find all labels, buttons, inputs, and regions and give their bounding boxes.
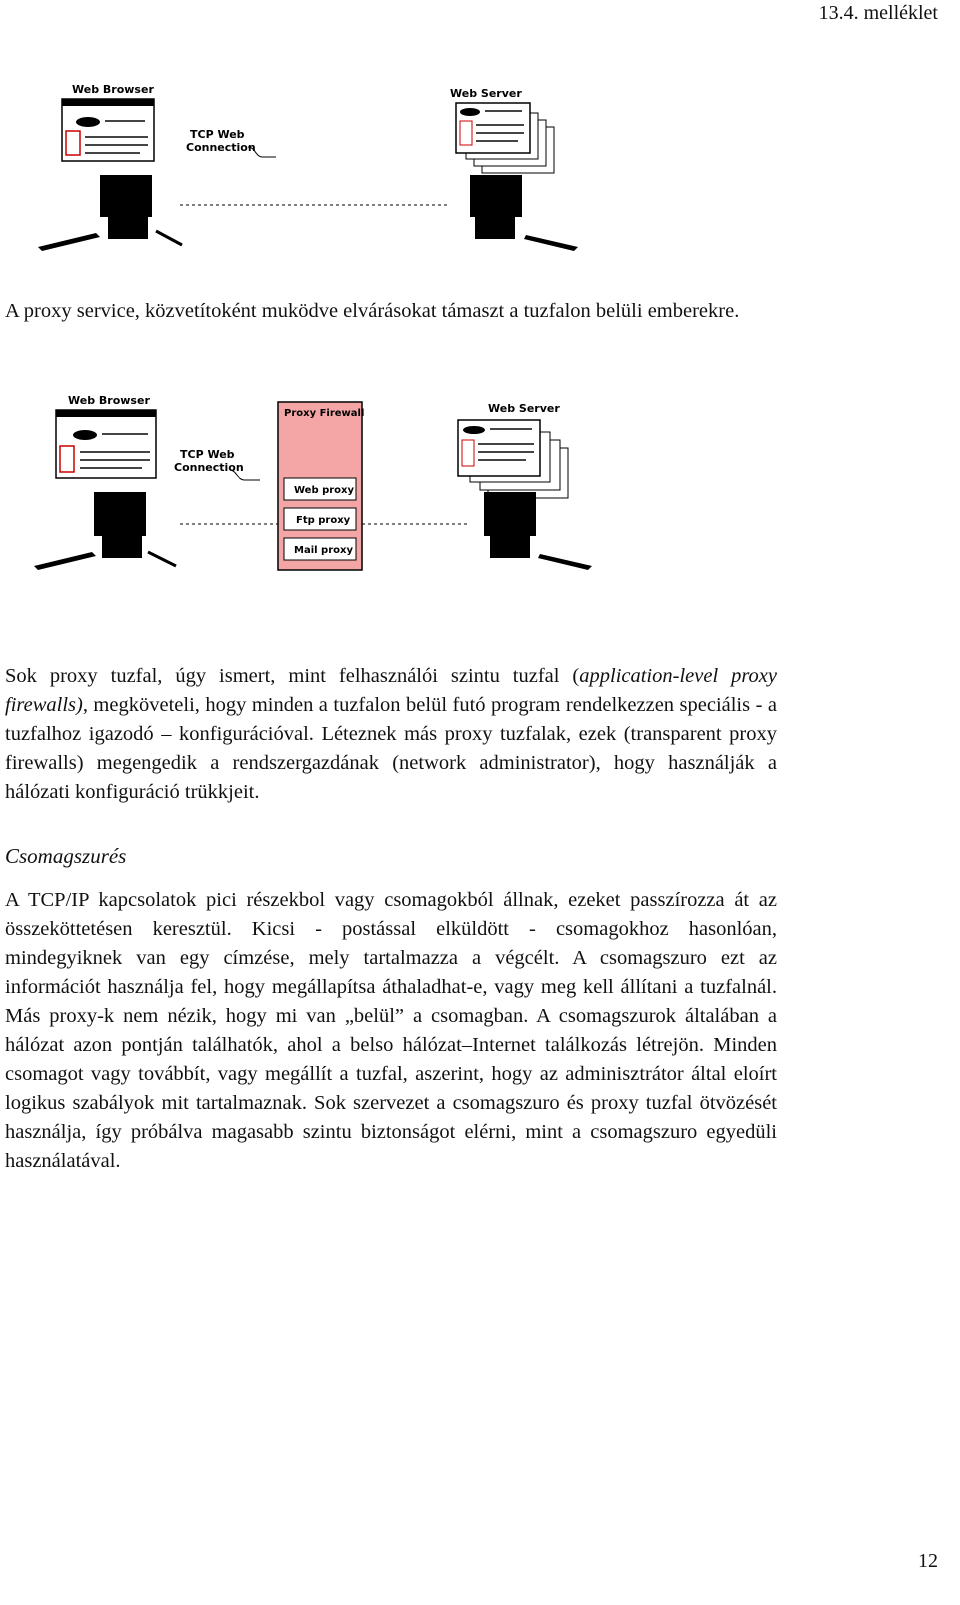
paragraph-proxy-service: A proxy service, közvetítoként muködve elvárásokat támaszt a tuzfalon belüli emberekre. [5,300,740,322]
paragraph-part2: , megköveteli, hogy minden a tuzfalon belül futó program rendelkezzen speciális - a tuzfalhoz igazodó – konfigurációval. Léteznek más proxy tuzfalak, ezek (transparent proxy firewalls) megengedik a rendszergazdának (network administrator), hogy használják a hálózati konfiguráció trükkjeit. [5,694,777,803]
page-header-label: 13.4. melléklet [818,2,938,24]
client-computer-illustration [38,175,182,251]
paragraph-italic-term: application-level proxy firewalls) [5,665,778,716]
web-browser-label: Web Browser [72,83,154,96]
server-pages-illustration [458,420,568,498]
figure-browser-server-connection [30,75,590,255]
proxy-firewall-title: Proxy Firewall [284,408,365,419]
browser-window-illustration [62,99,154,161]
ftp-proxy-label: Ftp proxy [296,515,351,526]
tcp-connection-label-line2: Connection [186,141,256,154]
paragraph-packet-filtering: A TCP/IP kapcsolatok pici részekbol vagy csomagokból állnak, ezeket passzírozza át az összeköttetésen keresztül. Kicsi - postással elküldött - csomagokhoz hasonlóan, mindegyiknek van egy címzése, mely tartalmazza a végcélt. A csomagszuro ezt az információt használja fel, hogy megállapítsa áthaladhat-e, vagy meg kell állítani a tuzfalnál. Más proxy-k nem nézik, hogy mi van „belül” a csomagban. A csomagszurok általában a hálózat azon pontján találhatók, ahol a belso hálózat–Internet találkozás létrejön. Minden csomagot vagy továbbít, vagy megállít a tuzfal, aszerint, hogy az adminisztrátor által eloírt logikus szabályok mit tartalmaznak. Sok szervezet a csomagszuro és proxy tuzfal ötvözését használja, így próbálva magasabb szintu biztonságot elérni, mint a csomagszuro egyedüli használatával. [5,889,777,1172]
server-computer-illustration [470,175,578,251]
section-heading-csomagszures: Csomagszurés [5,844,127,868]
web-proxy-label: Web proxy [294,485,355,496]
browser-window-illustration [56,410,156,478]
web-browser-label: Web Browser [68,394,150,407]
client-computer-illustration [34,492,176,570]
tcp-connection-label-line2: Connection [174,461,244,474]
page-number: 12 [918,1550,938,1572]
paragraph-application-level-proxy [5,662,777,807]
tcp-connection-label-line1: TCP Web [180,448,235,461]
paragraph-part1: Sok proxy tuzfal, úgy ismert, mint felhasználói szintu tuzfal ( [5,665,580,687]
web-server-label: Web Server [488,402,560,415]
figure-proxy-firewall [30,390,600,580]
web-server-label: Web Server [450,87,522,100]
server-pages-illustration [456,103,554,173]
mail-proxy-label: Mail proxy [294,545,353,556]
proxy-firewall-box [278,402,364,570]
server-computer-illustration [484,492,592,570]
tcp-connection-label-line1: TCP Web [190,128,245,141]
